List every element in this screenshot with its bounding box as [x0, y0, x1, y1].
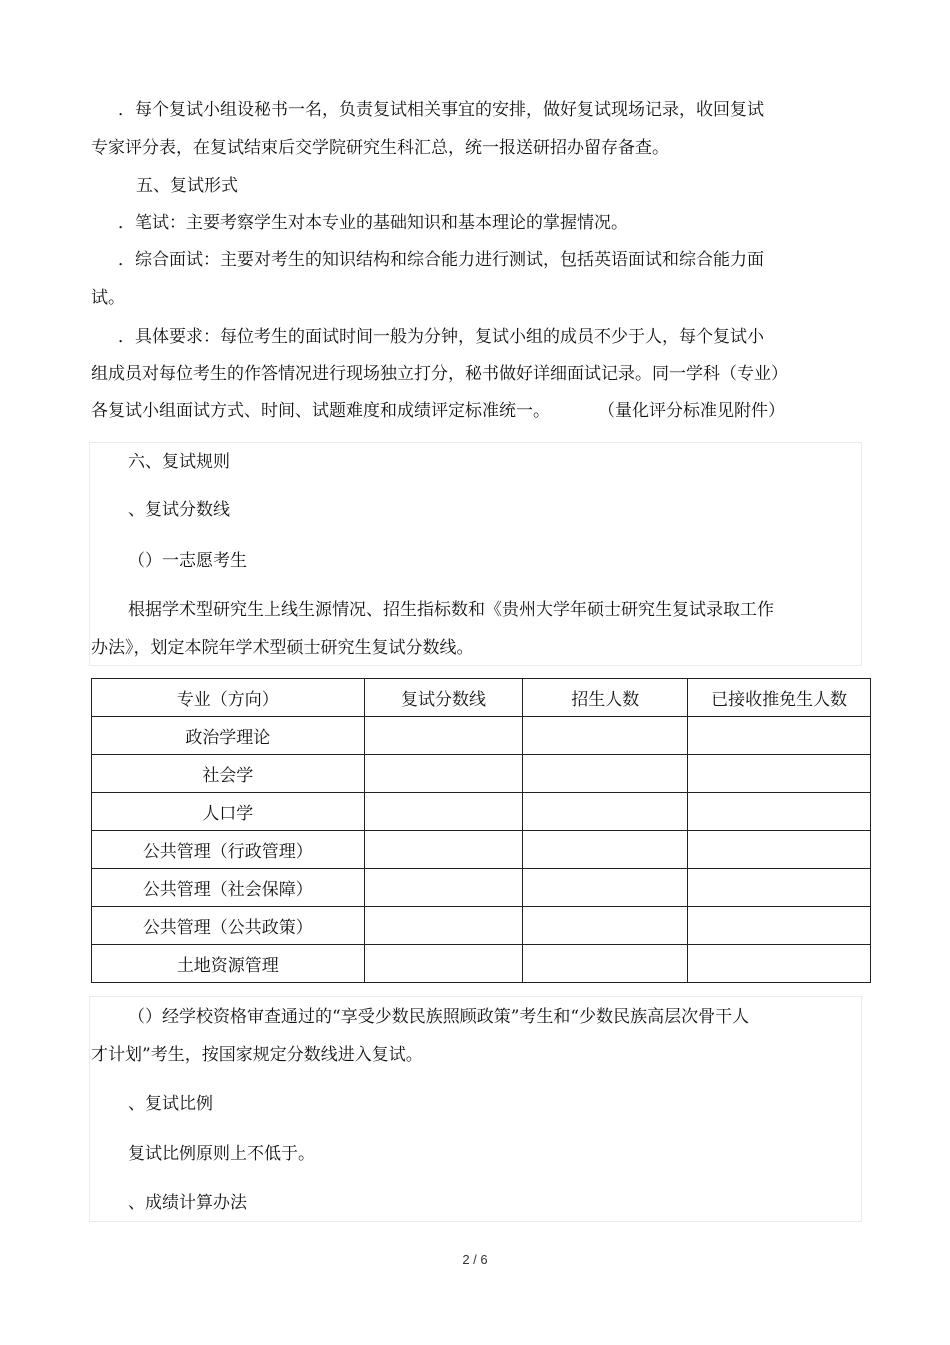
table-cell — [523, 831, 688, 869]
section-5-title: 五、复试形式 — [136, 176, 238, 196]
paragraph-requirements-line3: 各复试小组面试方式、时间、试题难度和成绩评定标准统一。 — [91, 401, 550, 421]
table-header-row — [92, 679, 871, 717]
section-6-title: 六、复试规则 — [128, 452, 230, 472]
table-cell-major: 人口学 — [92, 793, 365, 831]
table-cell — [523, 869, 688, 907]
table-cell-major: 社会学 — [92, 755, 365, 793]
table-cell — [688, 793, 871, 831]
paragraph-secretary-line2: 专家评分表，在复试结束后交学院研究生科汇总，统一报送研招办留存备查。 — [91, 138, 669, 158]
paragraph-interview-line2: 试。 — [91, 288, 125, 308]
table-cell — [364, 945, 523, 983]
table-cell — [688, 945, 871, 983]
table-cell — [523, 755, 688, 793]
table-cell — [523, 945, 688, 983]
table-row — [92, 831, 871, 869]
table-row — [92, 907, 871, 945]
table-row — [92, 717, 871, 755]
table-cell-major: 政治学理论 — [92, 717, 365, 755]
paragraph-requirements-note: （量化评分标准见附件） — [598, 401, 785, 421]
table-cell — [364, 793, 523, 831]
table-cell — [523, 907, 688, 945]
paragraph-secretary-line1: ．每个复试小组设秘书一名，负责复试相关事宜的安排，做好复试现场记录，收回复试 — [118, 100, 764, 120]
table-cell — [688, 869, 871, 907]
table-cell-major: 土地资源管理 — [92, 945, 365, 983]
header-score-line: 复试分数线 — [364, 679, 523, 717]
paragraph-basis-line2: 办法》，划定本院年学术型硕士研究生复试分数线。 — [91, 638, 474, 658]
table-row — [92, 755, 871, 793]
score-line-heading: 、复试分数线 — [128, 500, 230, 520]
table-row — [92, 793, 871, 831]
paragraph-minority-line2: 才计划”考生，按国家规定分数线进入复试。 — [91, 1045, 423, 1065]
table-cell — [364, 907, 523, 945]
paragraph-requirements-line2: 组成员对每位考生的作答情况进行现场独立打分，秘书做好详细面试记录。同一学科（专业） — [91, 364, 788, 384]
header-exempt-students: 已接收推免生人数 — [688, 679, 871, 717]
table-cell — [688, 717, 871, 755]
paragraph-minority-line1: （）经学校资格审查通过的“享受少数民族照顾政策”考生和“少数民族高层次骨干人 — [128, 1007, 750, 1027]
table-row — [92, 945, 871, 983]
table-cell-major: 公共管理（公共政策） — [92, 907, 365, 945]
table-cell — [364, 831, 523, 869]
table-cell — [688, 755, 871, 793]
header-enrollment: 招生人数 — [523, 679, 688, 717]
paragraph-interview-line1: ．综合面试：主要对考生的知识结构和综合能力进行测试，包括英语面试和综合能力面 — [118, 250, 764, 270]
first-choice-heading: （）一志愿考生 — [128, 551, 247, 571]
table-cell — [523, 717, 688, 755]
score-calc-heading: 、成绩计算办法 — [128, 1193, 247, 1213]
table-cell-major: 公共管理（行政管理） — [92, 831, 365, 869]
paragraph-basis-line1: 根据学术型研究生上线生源情况、招生指标数和《贵州大学年硕士研究生复试录取工作 — [128, 600, 774, 620]
table-cell-major: 公共管理（社会保障） — [92, 869, 365, 907]
table-cell — [364, 755, 523, 793]
table-cell — [688, 831, 871, 869]
table-cell — [364, 869, 523, 907]
score-table — [91, 678, 871, 983]
table-row — [92, 869, 871, 907]
table-cell — [364, 717, 523, 755]
paragraph-written-exam: ．笔试：主要考察学生对本专业的基础知识和基本理论的掌握情况。 — [118, 213, 628, 233]
paragraph-ratio: 复试比例原则上不低于。 — [128, 1144, 315, 1164]
table-cell — [523, 793, 688, 831]
page-number: 2 / 6 — [462, 1252, 488, 1267]
paragraph-requirements-line1: ．具体要求：每位考生的面试时间一般为分钟，复试小组的成员不少于人，每个复试小 — [118, 327, 764, 347]
table-cell — [688, 907, 871, 945]
ratio-heading: 、复试比例 — [128, 1094, 213, 1114]
header-major: 专业（方向） — [92, 679, 365, 717]
